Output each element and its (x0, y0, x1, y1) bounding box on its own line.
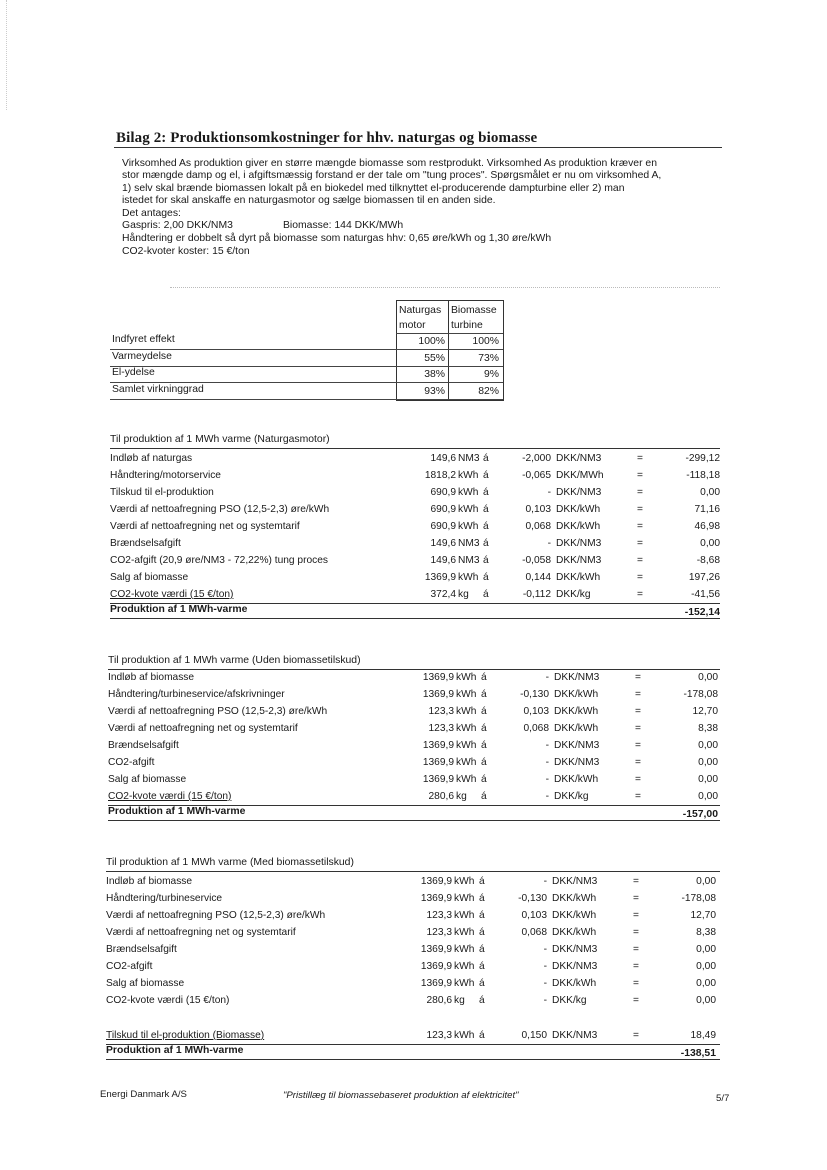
row-label: Håndtering/turbineservice/afskrivninger (108, 689, 285, 700)
total-bottom-rule (108, 820, 720, 821)
row-equals: = (633, 944, 639, 955)
row-quantity: 280,6 (428, 791, 454, 802)
row-equals: = (637, 555, 643, 566)
row-unit: kWh (456, 723, 477, 734)
row-equals: = (637, 521, 643, 532)
footer-document-title: "Pristillæg til biomassebaseret produktion af elektricitet" (283, 1090, 519, 1101)
cost-row (0, 927, 827, 940)
row-rate: 0,103 (523, 706, 549, 717)
col-header-biomasse: Biomasse (451, 305, 497, 316)
row-result: 46,98 (694, 521, 720, 532)
row-rate: - (543, 995, 547, 1006)
row-result: 0,00 (698, 740, 718, 751)
row-rate: - (545, 672, 549, 683)
row-quantity: 1369,9 (420, 893, 452, 904)
row-rate-unit: DKK/NM3 (556, 555, 602, 566)
row-equals: = (633, 910, 639, 921)
row-rate-unit: DKK/kWh (556, 572, 601, 583)
row-equals: = (633, 876, 639, 887)
row-rate: 0,103 (521, 910, 547, 921)
col-header-turbine: turbine (451, 320, 483, 331)
row-unit: kWh (456, 672, 477, 683)
row-result: 0,00 (700, 487, 720, 498)
page-title: Bilag 2: Produktionsomkostninger for hhv. naturgas og biomasse (116, 130, 538, 146)
row-rate-unit: DKK/kWh (552, 893, 597, 904)
row-result: 12,70 (692, 706, 718, 717)
cost-row (0, 876, 827, 889)
row-result: 0,00 (696, 961, 716, 972)
row-rate-unit: DKK/kWh (552, 910, 597, 921)
row-unit: kWh (456, 757, 477, 768)
total-label: Produktion af 1 MWh-varme (108, 806, 246, 817)
intro-line: istedet for skal anskaffe en naturgasmotor og sælge biomassen til en anden side. (122, 195, 496, 207)
row-quantity: 123,3 (428, 706, 454, 717)
row-quantity: 123,3 (428, 723, 454, 734)
total-bottom-rule (110, 618, 720, 619)
row-unit: kWh (454, 910, 475, 921)
cost-row (0, 910, 827, 923)
row-label: Værdi af nettoafregning PSO (12,5-2,3) øre/kWh (106, 910, 326, 921)
row-equals: = (635, 757, 641, 768)
eff-value-bio: 100% (472, 336, 499, 347)
section-title-rule (108, 669, 720, 670)
total-label: Produktion af 1 MWh-varme (106, 1045, 244, 1056)
row-rate-unit: DKK/MWh (556, 470, 604, 481)
separator (170, 287, 720, 288)
row-rate-unit: DKK/kWh (556, 504, 601, 515)
row-equals: = (635, 672, 641, 683)
eff-label: Varmeydelse (112, 351, 172, 362)
row-rate-unit: DKK/NM3 (556, 487, 602, 498)
gas-price: Gaspris: 2,00 DKK/NM3 (122, 220, 233, 231)
row-equals: = (635, 723, 641, 734)
row-label: CO2-kvote værdi (15 €/ton) (106, 995, 230, 1006)
row-rate-marker: á (483, 538, 489, 549)
cost-row (0, 521, 827, 534)
row-quantity: 1369,9 (422, 740, 454, 751)
row-rate-marker: á (479, 978, 485, 989)
row-unit: kWh (456, 706, 477, 717)
eff-row-rule (110, 366, 503, 367)
intro-line: 1) selv skal brænde biomassen lokalt på en biokedel med tilknyttet el-producerende dampturbine eller 2) man (122, 182, 625, 194)
row-quantity: 1818,2 (424, 470, 456, 481)
cost-row (0, 589, 827, 602)
row-rate-unit: DKK/kg (554, 791, 589, 802)
row-equals: = (637, 572, 643, 583)
row-equals: = (633, 1030, 639, 1041)
co2-quota-cost: CO2-kvoter koster: 15 €/ton (122, 246, 250, 257)
row-rate: - (547, 538, 551, 549)
row-rate-marker: á (481, 689, 487, 700)
row-label: Indløb af naturgas (110, 453, 193, 464)
row-rate-marker: á (483, 453, 489, 464)
row-equals: = (635, 706, 641, 717)
row-rate: - (543, 961, 547, 972)
row-label: Indløb af biomasse (106, 876, 193, 887)
row-rate-marker: á (481, 774, 487, 785)
row-result: -8,68 (696, 555, 720, 566)
cost-row (0, 538, 827, 551)
intro-line: Det antages: (122, 207, 181, 219)
eff-label: Samlet virkninggrad (112, 384, 204, 395)
cost-row (0, 740, 827, 753)
cost-row (0, 757, 827, 770)
row-unit: NM3 (458, 555, 480, 566)
row-rate: 0,068 (523, 723, 549, 734)
row-unit: kWh (458, 487, 479, 498)
row-label: CO2-afgift (106, 961, 153, 972)
eff-value-gas: 55% (424, 353, 445, 364)
row-quantity: 149,6 (430, 555, 456, 566)
intro-line: stor mængde damp og el, i afgiftsmæssig forstand er der tale om "tung proces". Spørgsmålet er nu om virksomhed A, (122, 170, 662, 182)
row-result: 0,00 (700, 538, 720, 549)
row-label: Værdi af nettoafregning PSO (12,5-2,3) øre/kWh (108, 706, 328, 717)
cost-row (0, 995, 827, 1008)
total-bottom-rule (106, 1059, 720, 1060)
row-result: 8,38 (696, 927, 716, 938)
row-rate: -0,130 (520, 689, 549, 700)
row-rate: - (545, 791, 549, 802)
row-result: 0,00 (698, 672, 718, 683)
row-quantity: 1369,9 (422, 672, 454, 683)
row-equals: = (633, 961, 639, 972)
eff-value-gas: 38% (424, 369, 445, 380)
row-equals: = (637, 470, 643, 481)
row-equals: = (635, 791, 641, 802)
row-result: -178,08 (683, 689, 718, 700)
row-rate-marker: á (479, 876, 485, 887)
row-rate-unit: DKK/kWh (554, 689, 599, 700)
total-value: -157,00 (682, 809, 718, 820)
row-rate: -2,000 (522, 453, 551, 464)
footer-company: Energi Danmark A/S (100, 1089, 187, 1100)
col-header-naturgas: Naturgas (399, 305, 442, 316)
row-rate: 0,150 (521, 1030, 547, 1041)
row-rate: 0,144 (525, 572, 551, 583)
row-result: 0,00 (698, 791, 718, 802)
eff-value-bio: 73% (478, 353, 499, 364)
row-quantity: 372,4 (430, 589, 456, 600)
eff-value-gas: 100% (418, 336, 445, 347)
row-quantity: 1369,9 (420, 876, 452, 887)
row-label: Salg af biomasse (106, 978, 185, 989)
eff-value-bio: 82% (478, 386, 499, 397)
row-quantity: 1369,9 (420, 944, 452, 955)
row-unit: kWh (454, 978, 475, 989)
row-equals: = (633, 978, 639, 989)
row-result: 0,00 (696, 876, 716, 887)
row-rate-unit: DKK/kWh (554, 774, 599, 785)
row-rate-marker: á (483, 470, 489, 481)
row-rate-marker: á (479, 910, 485, 921)
row-rate-unit: DKK/NM3 (552, 961, 598, 972)
row-rate-unit: DKK/kWh (554, 706, 599, 717)
row-unit: kWh (458, 504, 479, 515)
row-unit: kWh (454, 927, 475, 938)
cost-row (0, 706, 827, 719)
row-equals: = (637, 453, 643, 464)
cost-row (0, 470, 827, 483)
row-rate-marker: á (481, 723, 487, 734)
row-unit: kg (456, 791, 467, 802)
row-label: Værdi af nettoafregning net og systemtarif (110, 521, 300, 532)
scan-margin-mark (6, 0, 7, 110)
cost-row (0, 487, 827, 500)
cost-row (0, 672, 827, 685)
row-equals: = (637, 589, 643, 600)
row-quantity: 123,3 (426, 1030, 452, 1041)
footer-page-number: 5/7 (716, 1093, 730, 1104)
row-result: -299,12 (685, 453, 720, 464)
section-title: Til produktion af 1 MWh varme (Uden biomassetilskud) (108, 655, 361, 666)
row-rate-marker: á (481, 672, 487, 683)
row-quantity: 1369,9 (420, 961, 452, 972)
row-rate-unit: DKK/kg (552, 995, 587, 1006)
eff-value-bio: 9% (483, 369, 499, 380)
row-unit: NM3 (458, 453, 480, 464)
row-unit: kWh (454, 893, 475, 904)
section-title-rule (106, 871, 720, 872)
row-rate-marker: á (483, 487, 489, 498)
row-result: 8,38 (698, 723, 718, 734)
row-rate: - (547, 487, 551, 498)
section-title-rule (110, 448, 720, 449)
row-result: -178,08 (681, 893, 716, 904)
row-quantity: 280,6 (426, 995, 452, 1006)
row-rate: - (545, 740, 549, 751)
row-rate: 0,103 (525, 504, 551, 515)
row-rate: - (543, 876, 547, 887)
intro-line: Virksomhed As produktion giver en større mængde biomasse som restprodukt. Virksomhed As produktion kræver en (122, 158, 657, 169)
biomass-price: Biomasse: 144 DKK/MWh (283, 220, 404, 231)
row-rate-marker: á (483, 555, 489, 566)
row-rate-unit: DKK/NM3 (552, 876, 598, 887)
row-quantity: 690,9 (430, 521, 456, 532)
row-rate-marker: á (479, 995, 485, 1006)
cost-row (0, 961, 827, 974)
row-unit: kWh (458, 470, 479, 481)
row-label: Håndtering/motorservice (110, 470, 221, 481)
row-unit: kWh (454, 961, 475, 972)
section-title: Til produktion af 1 MWh varme (Med biomassetilskud) (106, 857, 354, 868)
row-label: Salg af biomasse (108, 774, 187, 785)
row-label: CO2-afgift (20,9 øre/NM3 - 72,22%) tung proces (110, 555, 328, 566)
row-rate-marker: á (479, 961, 485, 972)
efficiency-header-rule (396, 333, 503, 334)
row-rate-unit: DKK/kg (556, 589, 591, 600)
title-rule (114, 147, 722, 148)
row-rate-unit: DKK/NM3 (552, 944, 598, 955)
row-rate-marker: á (481, 740, 487, 751)
row-unit: kg (458, 589, 469, 600)
row-label: Håndtering/turbineservice (106, 893, 223, 904)
row-unit: kWh (454, 944, 475, 955)
row-rate-marker: á (483, 521, 489, 532)
row-rate-unit: DKK/kWh (552, 927, 597, 938)
row-quantity: 1369,9 (424, 572, 456, 583)
eff-row-rule (110, 382, 503, 383)
cost-row (0, 555, 827, 568)
row-result: -118,18 (686, 470, 720, 481)
row-rate-unit: DKK/kWh (554, 723, 599, 734)
row-rate-marker: á (483, 504, 489, 515)
row-result: 0,00 (698, 774, 718, 785)
row-rate-marker: á (481, 706, 487, 717)
row-label: Værdi af nettoafregning PSO (12,5-2,3) øre/kWh (110, 504, 330, 515)
cost-row (0, 504, 827, 517)
row-rate-unit: DKK/NM3 (556, 538, 602, 549)
row-unit: NM3 (458, 538, 480, 549)
row-rate: -0,112 (522, 589, 551, 600)
row-unit: kWh (454, 1030, 475, 1041)
row-rate-unit: DKK/kWh (556, 521, 601, 532)
cost-row (0, 453, 827, 466)
row-result: 18,49 (690, 1030, 716, 1041)
cost-row (0, 689, 827, 702)
row-equals: = (635, 740, 641, 751)
row-quantity: 690,9 (430, 504, 456, 515)
row-equals: = (637, 504, 643, 515)
efficiency-col-divider (448, 300, 449, 400)
row-result: 0,00 (698, 757, 718, 768)
row-rate-marker: á (479, 893, 485, 904)
row-rate: -0,058 (522, 555, 551, 566)
row-quantity: 1369,9 (420, 978, 452, 989)
total-value: -138,51 (680, 1048, 716, 1059)
row-rate-unit: DKK/kWh (552, 978, 597, 989)
row-rate-marker: á (483, 589, 489, 600)
eff-row-rule (110, 399, 503, 400)
row-equals: = (637, 487, 643, 498)
row-unit: kg (454, 995, 465, 1006)
row-quantity: 123,3 (426, 927, 452, 938)
row-quantity: 149,6 (430, 453, 456, 464)
row-unit: kWh (454, 876, 475, 887)
row-rate-marker: á (479, 1030, 485, 1041)
row-equals: = (635, 689, 641, 700)
row-quantity: 1369,9 (422, 757, 454, 768)
row-quantity: 123,3 (426, 910, 452, 921)
row-label: Tilskud til el-produktion (Biomasse) (106, 1030, 265, 1041)
row-label: CO2-afgift (108, 757, 155, 768)
row-label: Tilskud til el-produktion (110, 487, 214, 498)
row-result: 0,00 (696, 978, 716, 989)
row-label: Salg af biomasse (110, 572, 189, 583)
cost-row (0, 944, 827, 957)
row-result: 0,00 (696, 944, 716, 955)
row-rate-marker: á (479, 927, 485, 938)
row-result: 71,16 (694, 504, 720, 515)
row-label: CO2-kvote værdi (15 €/ton) (108, 791, 232, 802)
row-quantity: 1369,9 (422, 689, 454, 700)
row-result: 0,00 (696, 995, 716, 1006)
row-equals: = (633, 893, 639, 904)
row-equals: = (633, 995, 639, 1006)
eff-value-gas: 93% (424, 386, 445, 397)
row-unit: kWh (456, 689, 477, 700)
cost-row (0, 978, 827, 991)
cost-row (0, 893, 827, 906)
row-unit: kWh (456, 774, 477, 785)
row-label: Værdi af nettoafregning net og systemtarif (108, 723, 298, 734)
cost-row (0, 723, 827, 736)
cost-row (0, 774, 827, 787)
row-equals: = (633, 927, 639, 938)
intro-paragraph (122, 158, 722, 220)
row-unit: kWh (456, 740, 477, 751)
total-label: Produktion af 1 MWh-varme (110, 604, 248, 615)
row-result: 197,26 (688, 572, 720, 583)
row-label: CO2-kvote værdi (15 €/ton) (110, 589, 234, 600)
section-title: Til produktion af 1 MWh varme (Naturgasmotor) (110, 434, 330, 445)
row-rate-marker: á (481, 791, 487, 802)
row-rate: - (543, 944, 547, 955)
row-rate: 0,068 (525, 521, 551, 532)
row-quantity: 149,6 (430, 538, 456, 549)
row-rate-unit: DKK/NM3 (554, 740, 600, 751)
row-label: Brændselsafgift (110, 538, 181, 549)
row-quantity: 690,9 (430, 487, 456, 498)
row-unit: kWh (458, 521, 479, 532)
row-label: Værdi af nettoafregning net og systemtarif (106, 927, 296, 938)
row-rate: -0,130 (518, 893, 547, 904)
row-equals: = (635, 774, 641, 785)
row-rate-marker: á (479, 944, 485, 955)
row-rate-unit: DKK/NM3 (554, 757, 600, 768)
row-rate: 0,068 (521, 927, 547, 938)
handling-cost: Håndtering er dobbelt så dyrt på biomasse som naturgas hhv: 0,65 øre/kWh og 1,30 øre/kWh (122, 233, 552, 244)
row-rate-unit: DKK/NM3 (554, 672, 600, 683)
row-rate: - (545, 757, 549, 768)
row-label: Indløb af biomasse (108, 672, 195, 683)
row-rate: - (543, 978, 547, 989)
row-rate: - (545, 774, 549, 785)
row-label: Brændselsafgift (106, 944, 177, 955)
col-header-motor: motor (399, 320, 426, 331)
row-rate-marker: á (483, 572, 489, 583)
eff-row-rule (110, 349, 503, 350)
eff-label: El-ydelse (112, 367, 155, 378)
cost-row (0, 791, 827, 804)
row-result: 12,70 (690, 910, 716, 921)
row-equals: = (637, 538, 643, 549)
row-unit: kWh (458, 572, 479, 583)
row-result: -41,56 (691, 589, 720, 600)
cost-row (0, 572, 827, 585)
eff-label: Indfyret effekt (112, 334, 175, 345)
row-rate: -0,065 (522, 470, 551, 481)
cost-row (0, 1030, 827, 1043)
row-label: Brændselsafgift (108, 740, 179, 751)
total-value: -152,14 (684, 607, 720, 618)
row-quantity: 1369,9 (422, 774, 454, 785)
row-rate-unit: DKK/NM3 (552, 1030, 598, 1041)
row-rate-unit: DKK/NM3 (556, 453, 602, 464)
row-rate-marker: á (481, 757, 487, 768)
